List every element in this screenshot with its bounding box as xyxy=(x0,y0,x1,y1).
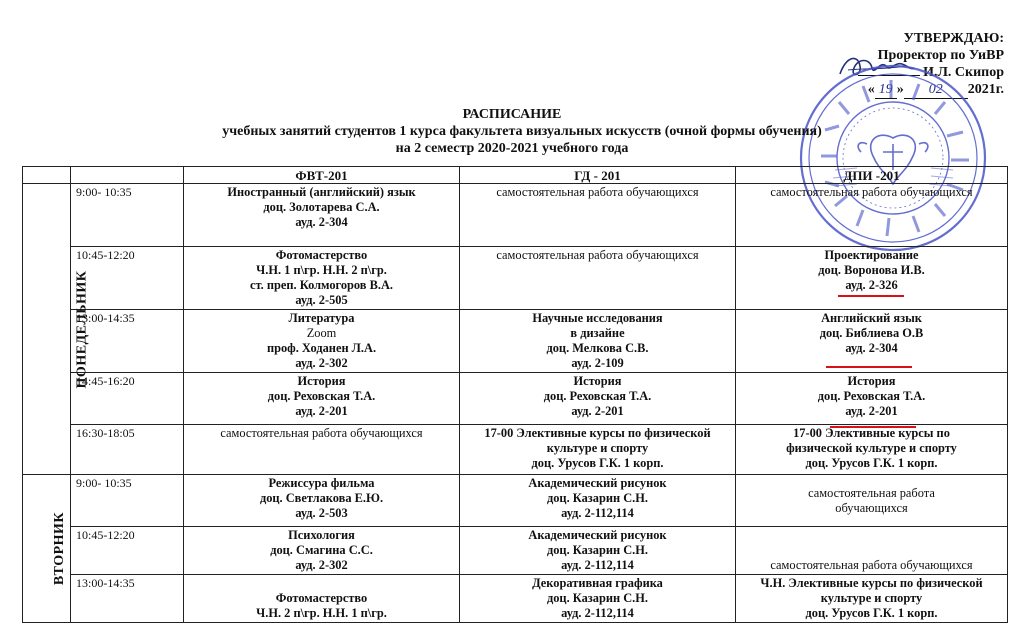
day-cell xyxy=(23,184,90,475)
approval-date: « 19 » 02 2021г. xyxy=(867,82,1004,97)
class-cell xyxy=(460,247,736,310)
class-cell xyxy=(736,184,1008,247)
header-group-gd: ГД - 201 xyxy=(460,167,736,184)
class-cell-line: доц. Реховская Т.А. xyxy=(543,389,652,403)
class-cell-line: культуре и спорту xyxy=(820,591,923,605)
class-cell xyxy=(736,310,1008,373)
class-cell xyxy=(460,475,736,527)
class-cell-line: ауд. 2-112,114 xyxy=(561,606,634,620)
header-group-fvt: ФВТ-201 xyxy=(184,167,460,184)
class-cell-line: Литература xyxy=(288,311,355,325)
title-subtitle: учебных занятий студентов 1 курса факультета визуальных искусств (очной формы обучения) xyxy=(222,124,822,139)
header-row xyxy=(23,167,1008,184)
class-cell-line: доц. Мелкова С.В. xyxy=(546,341,649,355)
class-cell-line: самостоятельная работа обучающихся xyxy=(770,558,973,572)
class-cell-line: доц. Библиева О.В xyxy=(819,326,924,340)
class-cell-line: История xyxy=(847,374,896,388)
class-cell-line: Декоративная графика xyxy=(532,576,663,590)
schedule-body xyxy=(23,184,1008,623)
class-cell-line: самостоятельная работа обучающихся xyxy=(496,248,699,262)
class-cell xyxy=(460,310,736,373)
time-slot: 13:00-14:35 xyxy=(71,575,184,623)
class-cell xyxy=(736,475,1008,527)
class-cell xyxy=(736,247,1008,310)
class-cell xyxy=(184,527,460,575)
class-cell-line: ауд. 2-112,114 xyxy=(561,558,634,572)
header-corner xyxy=(23,167,71,184)
class-cell xyxy=(184,425,460,475)
class-cell xyxy=(460,527,736,575)
class-cell-line xyxy=(187,576,456,591)
class-cell-line: доц. Урусов Г.К. 1 корп. xyxy=(805,456,938,470)
class-cell-line: Ч.Н. Элективные курсы по физической xyxy=(760,576,983,590)
class-cell-line: ауд. 2-304 xyxy=(845,341,898,355)
time-slot: 9:00- 10:35 xyxy=(71,475,184,527)
class-cell-line: культуре и спорту xyxy=(546,441,649,455)
header-time xyxy=(71,167,184,184)
class-cell xyxy=(736,575,1008,623)
class-cell-line: доц. Золотарева С.А. xyxy=(263,200,380,214)
class-cell-line: Академический рисунок xyxy=(528,528,667,542)
class-cell-line: Zoom xyxy=(306,326,337,340)
class-cell-line: Проектирование xyxy=(824,248,919,262)
document-title xyxy=(0,106,1024,157)
table-row xyxy=(23,475,1008,527)
class-cell-line: Иностранный (английский) язык xyxy=(227,185,416,199)
class-cell-line: История xyxy=(573,374,622,388)
class-cell xyxy=(736,373,1008,425)
class-cell-line: Фотомастерство xyxy=(275,591,368,605)
class-cell-line: доц. Смагина С.С. xyxy=(270,543,373,557)
class-cell xyxy=(736,425,1008,475)
class-cell-line: Режиссура фильма xyxy=(268,476,375,490)
approval-position: Проректор по УиВР xyxy=(877,48,1004,63)
time-slot: 10:45-12:20 xyxy=(71,247,184,310)
class-cell-line: самостоятельная работа обучающихся xyxy=(496,185,699,199)
class-cell-line: Академический рисунок xyxy=(528,476,667,490)
class-cell-line: ауд. 2-109 xyxy=(571,356,624,370)
red-underline-2-326 xyxy=(838,295,904,297)
class-cell xyxy=(184,184,460,247)
class-cell-line: ауд. 2-302 xyxy=(295,558,348,572)
day-label: ВТОРНИК xyxy=(52,511,68,586)
class-cell-line: 17-00 Элективные курсы по физической xyxy=(484,426,711,440)
time-slot: 9:00- 10:35 xyxy=(71,184,184,247)
class-cell-line: самостоятельная работа xyxy=(808,485,935,500)
day-cell xyxy=(23,475,71,623)
day-label: ПОНЕДЕЛЬНИК xyxy=(74,270,90,388)
class-cell xyxy=(184,575,460,623)
class-cell-line: ауд. 2-302 xyxy=(295,356,348,370)
table-row xyxy=(23,425,1008,475)
class-cell-line: в дизайне xyxy=(570,326,625,340)
class-cell xyxy=(460,575,736,623)
class-cell-line: ст. преп. Колмогоров В.А. xyxy=(249,278,394,292)
class-cell xyxy=(460,373,736,425)
class-cell-line: физической культуре и спорту xyxy=(786,441,957,455)
class-cell-line: доц. Светлакова Е.Ю. xyxy=(259,491,384,505)
class-cell-line: доц. Реховская Т.А. xyxy=(817,389,926,403)
table-row xyxy=(23,373,1008,425)
class-cell-line: Научные исследования xyxy=(532,311,663,325)
class-cell xyxy=(184,247,460,310)
class-cell-line: Ч.Н. 1 п\гр. Н.Н. 2 п\гр. xyxy=(256,263,387,277)
table-row xyxy=(23,527,1008,575)
class-cell-line: ауд. 2-505 xyxy=(295,293,348,307)
class-cell-line: ауд. 2-112,114 xyxy=(561,506,634,520)
header-group-dpi: ДПИ -201 xyxy=(736,167,1008,184)
class-cell-line: доц. Казарин С.Н. xyxy=(546,543,649,557)
class-cell xyxy=(460,184,736,247)
time-slot: 13:00-14:35 xyxy=(71,310,184,373)
class-cell-line: доц. Казарин С.Н. xyxy=(546,591,649,605)
time-slot: 10:45-12:20 xyxy=(71,527,184,575)
class-cell-line: самостоятельная работа обучающихся xyxy=(220,426,423,440)
class-cell-line: Психология xyxy=(288,528,355,542)
time-slot: 16:30-18:05 xyxy=(71,425,184,475)
class-cell-line: проф. Ходанен Л.А. xyxy=(266,341,377,355)
class-cell-line: доц. Воронова И.В. xyxy=(818,263,925,277)
class-cell-line: обучающихся xyxy=(835,500,908,515)
class-cell-line: ауд. 2-503 xyxy=(295,506,348,520)
class-cell-line: Английский язык xyxy=(821,311,922,325)
class-cell-line: ауд. 2-201 xyxy=(845,404,898,418)
class-cell-line: доц. Урусов Г.К. 1 корп. xyxy=(531,456,664,470)
class-cell-line: ауд. 2-304 xyxy=(295,215,348,229)
class-cell xyxy=(184,475,460,527)
title-semester: на 2 семестр 2020-2021 учебного года xyxy=(395,141,629,156)
table-row xyxy=(23,310,1008,373)
schedule-table xyxy=(22,166,1008,623)
title-heading: РАСПИСАНИЕ xyxy=(462,107,562,122)
class-cell xyxy=(736,527,1008,575)
class-cell-line: Ч.Н. 2 п\гр. Н.Н. 1 п\гр. xyxy=(256,606,387,620)
class-cell-line: ауд. 2-201 xyxy=(295,404,348,418)
class-cell xyxy=(184,373,460,425)
table-row xyxy=(23,575,1008,623)
class-cell xyxy=(184,310,460,373)
class-cell-line: История xyxy=(297,374,346,388)
class-cell-line: самостоятельная работа обучающихся xyxy=(770,185,973,199)
time-slot: 14:45-16:20 xyxy=(71,373,184,425)
class-cell xyxy=(460,425,736,475)
class-cell-line: доц. Урусов Г.К. 1 корп. xyxy=(805,606,938,620)
class-cell-line: ауд. 2-326 xyxy=(845,278,898,292)
class-cell-line: ауд. 2-201 xyxy=(571,404,624,418)
class-cell-line: Фотомастерство xyxy=(275,248,368,262)
class-cell-line: доц. Реховская Т.А. xyxy=(267,389,376,403)
approval-heading: УТВЕРЖДАЮ: xyxy=(903,31,1004,46)
class-cell-line: доц. Казарин С.Н. xyxy=(546,491,649,505)
red-underline-2-304 xyxy=(826,366,912,368)
approval-name: И.Л. Скипор xyxy=(858,64,1004,81)
class-cell-line: 17-00 Элективные курсы по xyxy=(793,426,950,440)
red-underline-2-201 xyxy=(830,426,916,428)
table-row xyxy=(23,247,1008,310)
table-row xyxy=(23,184,1008,247)
